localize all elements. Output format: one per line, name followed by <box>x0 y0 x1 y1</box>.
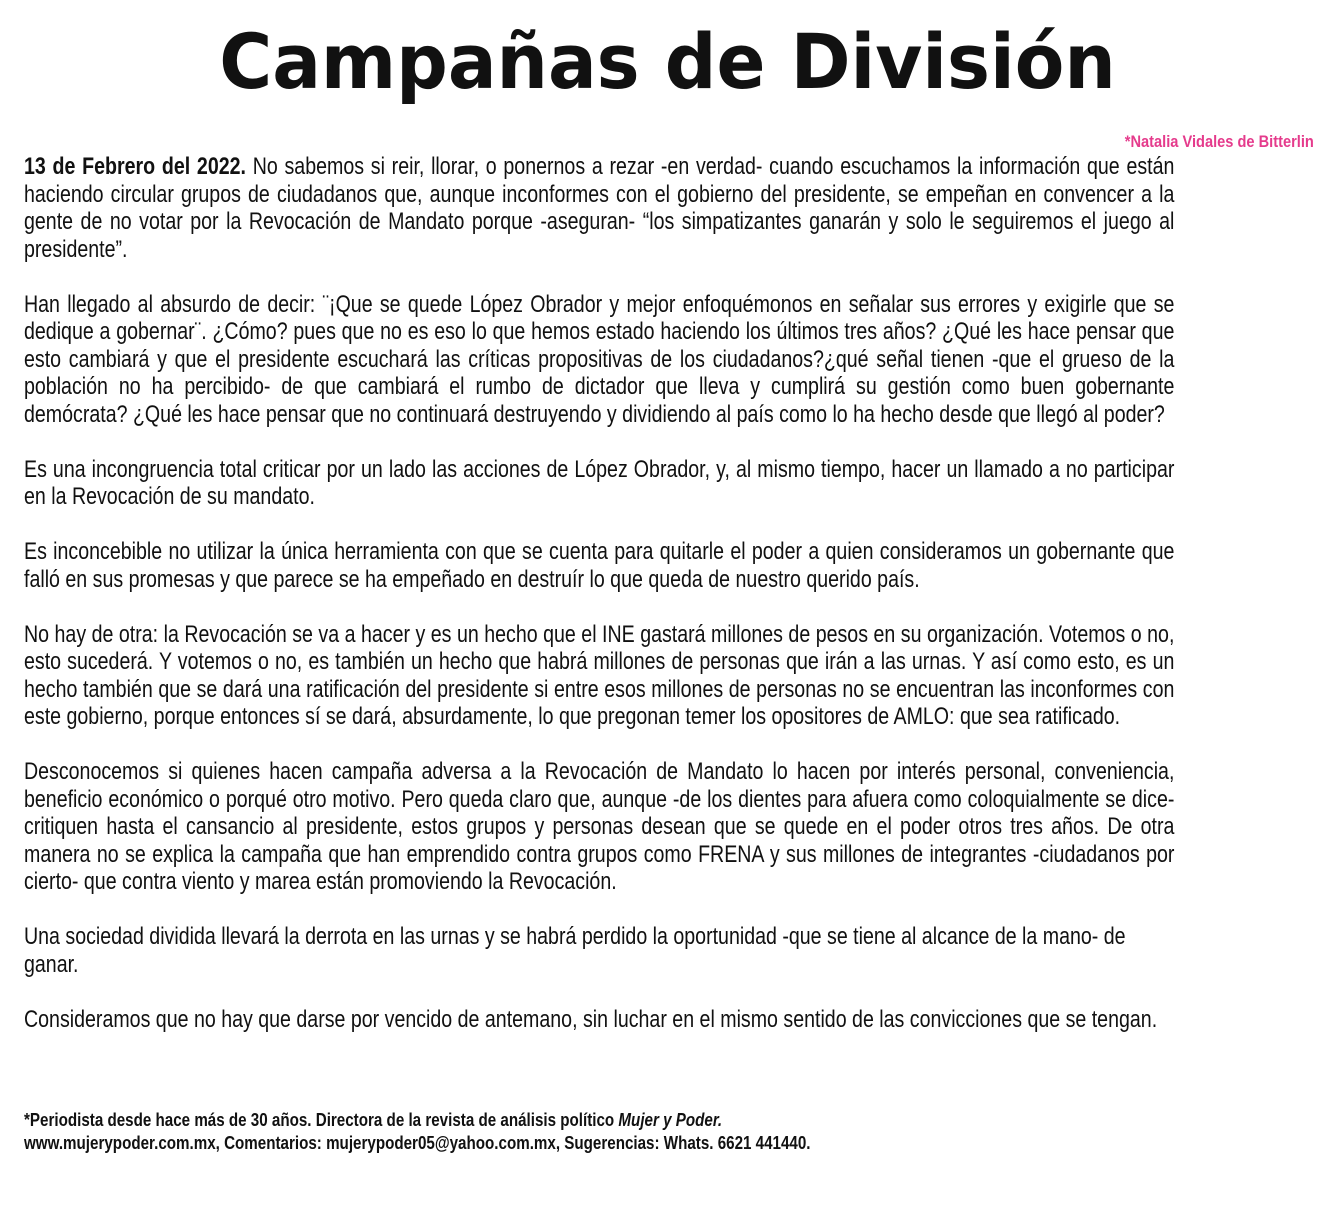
bio-text: *Periodista desde hace más de 30 años. Directora de la revista de análisis político <box>24 1109 619 1130</box>
contact-info: www.mujerypoder.com.mx, Comentarios: mujerypoder05@yahoo.com.mx, Sugerencias: Whats. 6621 441440. <box>24 1132 811 1153</box>
article-date: 13 de Febrero del 2022. <box>24 153 246 180</box>
paragraph: Es una incongruencia total criticar por un lado las acciones de López Obrador, y, al mismo tiempo, hacer un llamado a no participar en la Revocación de su mandato. <box>24 455 1175 510</box>
paragraph-text: No sabemos si reir, llorar, o ponernos a rezar -en verdad- cuando escuchamos la información que están haciendo circular grupos de ciudadanos que, aunque inconformes con el gobierno del presidente, se empeñan en convencer a la gente de no votar por la Revocación de Mandato porque -aseguran- “los simpatizantes ganarán y solo le seguiremos el juego al presidente”. <box>24 153 1175 263</box>
article-body <box>24 153 1174 1061</box>
paragraph: Es inconcebible no utilizar la única herramienta con que se cuenta para quitarle el poder a quien consideramos un gobernante que falló en sus promesas y que parece se ha empeñado en destruír lo que queda de nuestro querido país. <box>24 538 1175 593</box>
author-bio <box>24 1108 1172 1131</box>
paragraph: Desconocemos si quienes hacen campaña adversa a la Revocación de Mandato lo hacen por interés personal, conveniencia, beneficio económico o porqué otro motivo. Pero queda claro que, aunque -de los dientes para afuera como coloquialmente se dice- critiquen hasta el cansancio al presidente, estos grupos y personas desean que se quede en el poder otros tres años. De otra manera no se explica la campaña que han emprendido contra grupos como FRENA y sus millones de integrantes -ciudadanos por cierto- que contra viento y marea están promoviendo la Revocación. <box>24 758 1175 895</box>
paragraph-intro <box>24 153 1174 263</box>
author-footer <box>24 1108 1172 1154</box>
paragraph: Una sociedad dividida llevará la derrota en las urnas y se habrá perdido la oportunidad -que se tiene al alcance de la mano- de ganar. <box>24 923 1126 978</box>
paragraph: Han llegado al absurdo de decir: ¨¡Que se quede López Obrador y mejor enfoquémonos en señalar sus errores y exigirle que se dedique a gobernar¨. ¿Cómo? pues que no es eso lo que hemos estado haciendo los últimos tres años? ¿Qué les hace pensar que esto cambiará y que el presidente escuchará las críticas propositivas de los ciudadanos?¿qué señal tienen -que el grueso de la población no ha percibido- de que cambiará el rumbo de dictador que lleva y cumplirá su gestión como buen gobernante demócrata? ¿Qué les hace pensar que no continuará destruyendo y dividiendo al país como lo ha hecho desde que llegó al poder? <box>24 290 1175 428</box>
paragraph: Consideramos que no hay que darse por vencido de antemano, sin luchar en el mismo sentido de las convicciones que se tengan. <box>24 1005 1158 1033</box>
article-title: Campañas de División <box>219 17 1116 106</box>
magazine-name: Mujer y Poder. <box>618 1109 723 1130</box>
author-byline: *Natalia Vidales de Bitterlin <box>1124 132 1314 151</box>
paragraph: No hay de otra: la Revocación se va a hacer y es un hecho que el INE gastará millones de pesos en su organización. Votemos o no, esto sucederá. Y votemos o no, es también un hecho que habrá millones de personas que irán a las urnas. Y así como esto, es un hecho también que se dará una ratificación del presidente si entre esos millones de personas no se encuentran las inconformes con este gobierno, porque entonces sí se dará, absurdamente, lo que pregonan temer los opositores de AMLO: que sea ratificado. <box>24 620 1175 730</box>
